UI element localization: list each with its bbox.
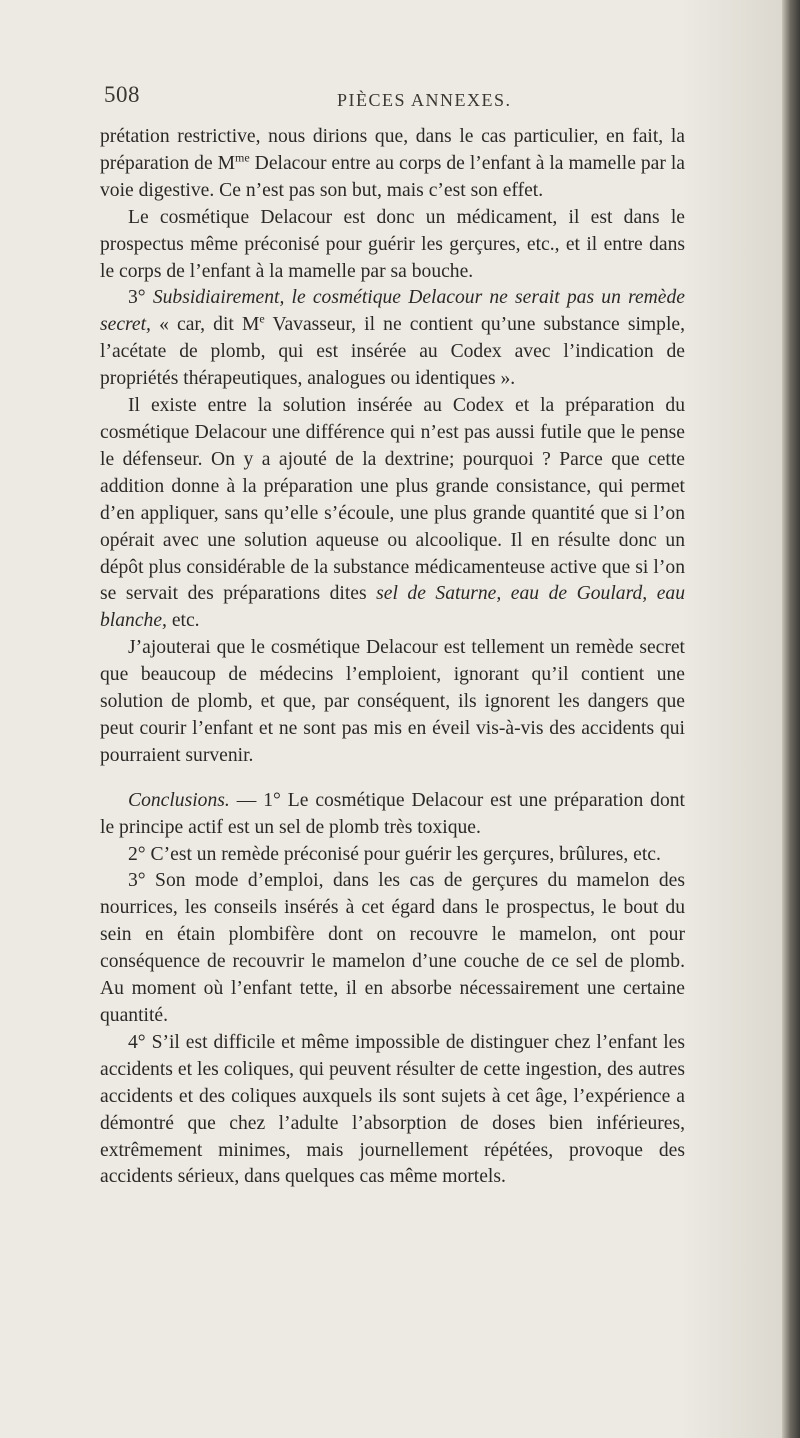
paragraph-text: J’ajouterai que le cosmétique Delacour est tellement un remède secret que beaucoup de médecins l’emploient, ignorant qu’il contient une solution de plomb, et que, par conséquent, ils ignorent les dangers que peut courir l’enfant et ne sont pas mis en éveil vis-à-vis des accidents qui pourraient survenir.	[100, 637, 685, 766]
italic-heading: Subsidiairement, le cosmétique Delacour ne serait pas un remède secret,	[100, 287, 686, 336]
paragraph-conclusion-4	[100, 1030, 685, 1191]
paragraph-text: etc.	[166, 610, 200, 632]
paragraph-text: 2° C’est un remède préconisé pour guérir les gerçures, brûlures, etc.	[128, 843, 661, 865]
paragraph-text: prétation restrictive, nous dirions que, dans le cas particulier, en fait, la préparation de M	[100, 126, 685, 174]
page-edge	[782, 0, 800, 1438]
paragraph-number: 3°	[128, 287, 153, 309]
paragraph-medicament	[100, 205, 685, 286]
paragraph-text: — 1° Le cosmétique Delacour est une préparation dont le principe actif est un sel de plomb très toxique.	[100, 789, 685, 838]
paragraph-conclusions	[100, 788, 685, 842]
paragraph-continuation	[100, 124, 685, 205]
paragraph-text: « car, dit M	[150, 314, 260, 336]
paragraph-text: 3° Son mode d’emploi, dans les cas de gerçures du mamelon des nourrices, les conseils insérés à cet égard dans le prospectus, le bout du sein en étain plombifère dont on recouvre le mamelon, ont pour conséquence de recouvrir le mamelon d’une couche de ce sel de plomb. Au moment où l’enfant tette, il en absorbe nécessairement une certaine quantité.	[100, 870, 685, 1026]
italic-phrase: sel de Saturne, eau de Goulard, eau blanche,	[100, 583, 686, 632]
superscript: me	[235, 150, 250, 165]
paragraph-conclusion-2	[100, 842, 685, 869]
paragraph-text: Le cosmétique Delacour est donc un médicament, il est dans le prospectus même préconisé pour guérir les gerçures, etc., et il entre dans le corps de l’enfant à la mamelle par sa bouche.	[100, 206, 685, 282]
running-title: PIÈCES ANNEXES.	[337, 90, 512, 110]
paragraph-text: 4° S’il est difficile et même impossible de distinguer chez l’enfant les accidents et les coliques, qui peuvent résulter de cette ingestion, des autres accidents et des coliques auxquels ils sont sujets à cet âge, l’expérience a démontré que chez l’adulte l’absorption de doses bien inférieures, extrêmement minimes, mais journellement répétées, provoque des accidents sérieux, dans quelques cas même mortels.	[100, 1031, 685, 1188]
paragraph-difference	[100, 393, 685, 635]
page-header	[100, 82, 700, 118]
page-number: 508	[104, 82, 140, 107]
superscript: e	[259, 311, 265, 326]
paragraph-conclusion-3	[100, 868, 685, 1029]
italic-heading: Conclusions.	[128, 789, 230, 811]
paragraph-remede-secret	[100, 635, 685, 770]
paragraph-subsidiairement	[100, 285, 685, 393]
paragraph-text: Vavasseur, il ne contient qu’une substance simple, l’acétate de plomb, qui est insérée au Codex avec l’indication de propriétés thérapeutiques, analogues ou identiques ».	[100, 314, 685, 390]
paragraph-text: Il existe entre la solution insérée au Codex et la préparation du cosmétique Delacour une différence qui n’est pas aussi futile que le pense le défenseur. On y a ajouté de la dextrine; pourquoi ? Parce que cette addition donne à la préparation une plus grande consistance, qui permet d’en appliquer, sans qu’elle s’écoule, une plus grande quantité que si l’on opérait avec une solution aqueuse ou alcoolique. Il en résulte donc un dépôt plus considérable de la substance médicamenteuse active que si l’on se servait des préparations dites	[100, 395, 685, 605]
body-text	[100, 124, 685, 1191]
paragraph-text: Delacour entre au corps de l’enfant à la mamelle par la voie digestive. Ce n’est pas son but, mais c’est son effet.	[100, 152, 685, 201]
